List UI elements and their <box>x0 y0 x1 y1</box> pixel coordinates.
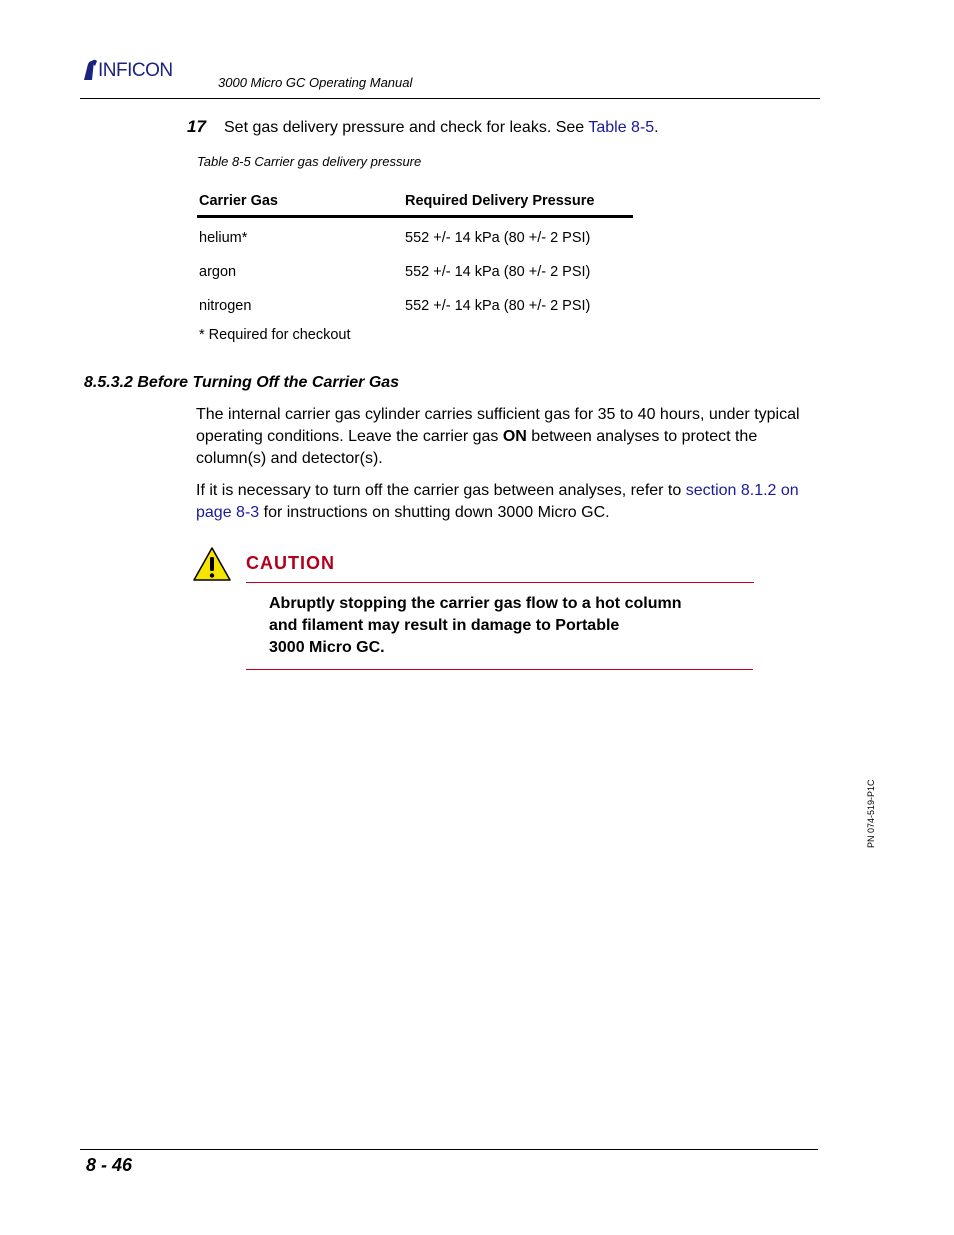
logo-text: INFICON <box>98 60 173 81</box>
para1-text: The internal carrier gas cylinder carries sufficient gas for 35 to 40 hours, under typical operating conditions. Leave the carrier gas <box>196 406 800 445</box>
table-row <box>197 221 633 255</box>
paragraph <box>196 480 816 524</box>
table-cell: 552 +/- 14 kPa (80 +/- 2 PSI) <box>405 230 591 246</box>
caution-text <box>269 593 739 659</box>
page-number: 8 - 46 <box>86 1155 133 1175</box>
section-8-1-2-link[interactable]: section 8.1.2 on page 8-3 <box>196 482 799 521</box>
table-cell: helium* <box>199 230 248 246</box>
table-cell: nitrogen <box>199 298 252 314</box>
step-text-after: . <box>654 119 659 136</box>
carrier-gas-table <box>197 186 633 323</box>
part-number-container <box>866 779 878 918</box>
part-number: PN 074-519-P1C <box>866 779 876 848</box>
header-divider <box>80 98 820 99</box>
footer-divider <box>80 1149 818 1150</box>
caution-divider-bottom <box>246 669 753 670</box>
step-number: 17 <box>187 117 206 136</box>
para2-text: If it is necessary to turn off the carrier gas between analyses, refer to <box>196 482 686 499</box>
para1-bold: ON <box>502 428 527 445</box>
table-header-cell: Required Delivery Pressure <box>405 192 595 209</box>
caution-line: and filament may result in damage to Portable <box>269 617 620 634</box>
para2-text-end: for instructions on shutting down 3000 Micro GC. <box>259 504 610 521</box>
table-row <box>197 289 633 323</box>
caution-label: CAUTION <box>246 553 335 573</box>
manual-title: 3000 Micro GC Operating Manual <box>218 75 413 90</box>
para1-text-end: between analyses to protect the column(s) and detector(s). <box>196 428 758 467</box>
caution-line: Abruptly stopping the carrier gas flow to a hot column <box>269 595 682 612</box>
table-caption: Table 8-5 Carrier gas delivery pressure <box>197 154 422 169</box>
table-header-cell: Carrier Gas <box>199 192 278 209</box>
caution-divider-top <box>246 582 754 583</box>
table-row <box>197 255 633 289</box>
table-footnote: * Required for checkout <box>199 327 351 343</box>
table-cell: argon <box>199 264 237 280</box>
step-text <box>224 119 659 137</box>
warning-triangle-icon <box>192 546 232 582</box>
caution-line: 3000 Micro GC. <box>269 639 385 656</box>
table-cell: 552 +/- 14 kPa (80 +/- 2 PSI) <box>405 298 591 314</box>
paragraph <box>196 404 816 470</box>
table-header-row <box>197 186 633 218</box>
table-8-5-link[interactable]: Table 8-5 <box>588 119 655 136</box>
section-heading: 8.5.3.2 Before Turning Off the Carrier Gas <box>84 374 400 391</box>
step-text-before: Set gas delivery pressure and check for leaks. See <box>224 119 589 136</box>
table-cell: 552 +/- 14 kPa (80 +/- 2 PSI) <box>405 264 591 280</box>
